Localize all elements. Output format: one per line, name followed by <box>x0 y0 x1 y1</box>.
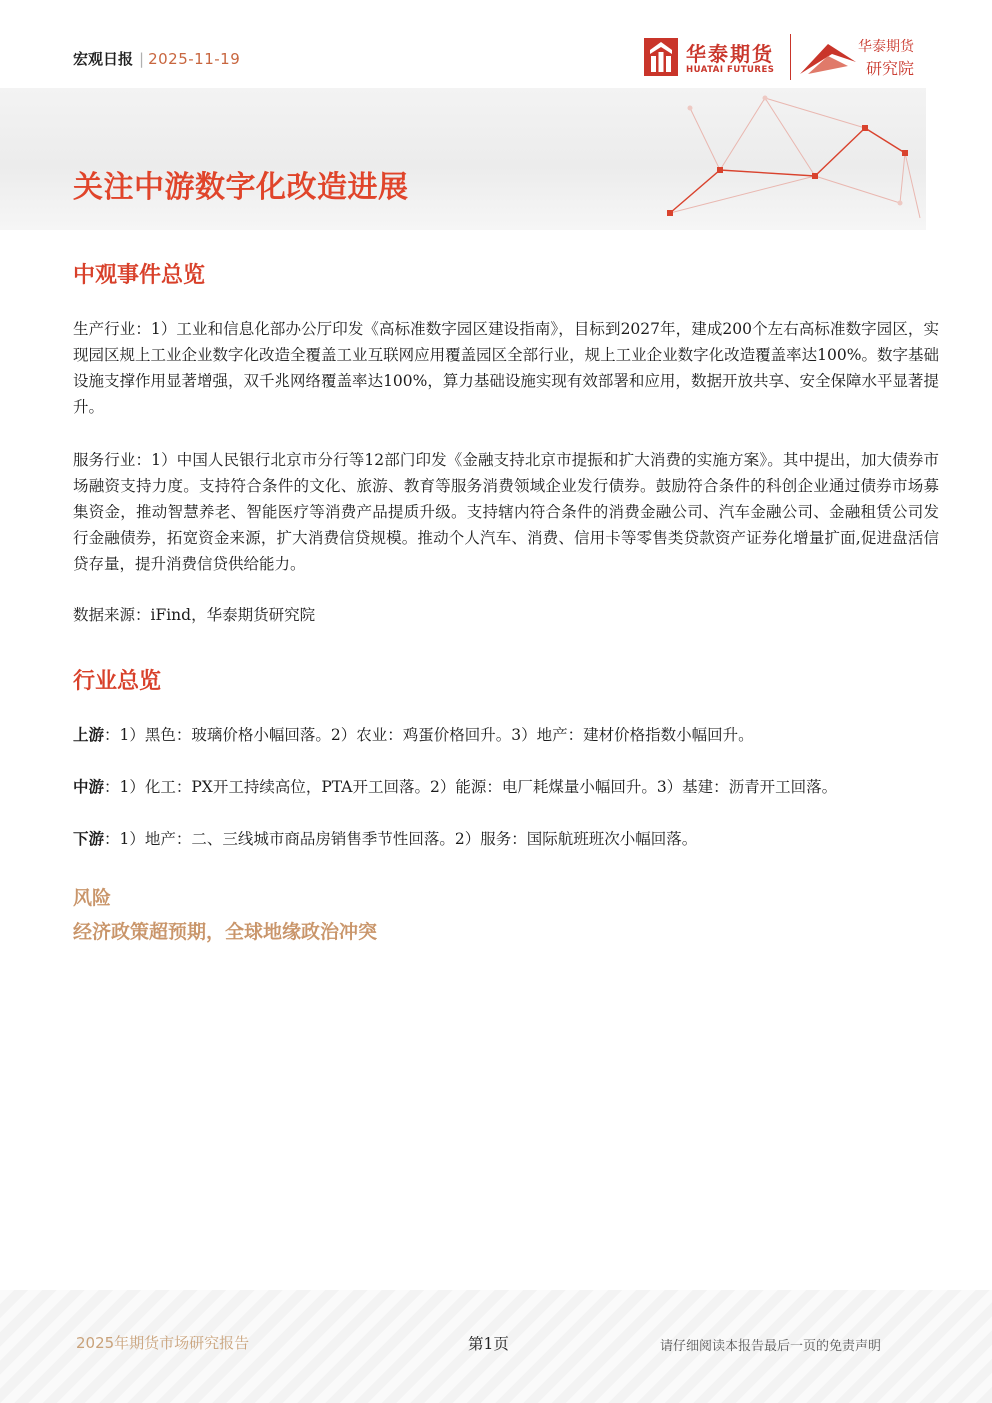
research-logo-icon <box>798 40 858 76</box>
industry-text: ：1）化工：PX开工持续高位，PTA开工回落。2）能源：电厂耗煤量小幅回升。3）基建：沥青开工回落。 <box>104 778 838 796</box>
page-number: 第1页 <box>468 1335 509 1353</box>
industry-label: 上游 <box>73 726 105 744</box>
logo-divider <box>790 34 791 80</box>
logo-en-text: HUATAI FUTURES <box>686 65 775 75</box>
report-type: 宏观日报 <box>73 50 134 68</box>
footer-report-name: 2025年期货市场研究报告 <box>76 1334 250 1352</box>
research-logo-line2: 研究院 <box>866 59 915 78</box>
report-meta <box>73 48 240 69</box>
industry-text: ：1）黑色：玻璃价格小幅回落。2）农业：鸡蛋价格回升。3）地产：建材价格指数小幅回升。 <box>104 726 754 744</box>
industry-item-midstream <box>73 775 837 797</box>
research-logo-line1: 华泰期货 <box>858 39 914 55</box>
risk-text: 经济政策超预期，全球地缘政治冲突 <box>73 921 378 943</box>
industry-item-downstream <box>73 827 697 849</box>
paragraph-services: 服务行业：1）中国人民银行北京市分行等12部门印发《金融支持北京市提振和扩大消费的实施方案》。其中提出，加大债券市场融资支持力度。支持符合条件的文化、旅游、教育等服务消费领域企业发行债券。鼓励符合条件的科创企业通过债券市场募集资金，推动智慧养老、智能医疗等消费产品提质升级。支持辖内符合条件的消费金融公司、汽车金融公司、金融租赁公司发行金融债券，拓宽资金来源，扩大消费信贷规模。推动个人汽车、消费、信用卡等零售类贷款资产证券化增量扩面,促进盘活信贷存量，提升消费信贷供给能力。 <box>73 451 939 573</box>
industry-item-upstream <box>73 723 754 745</box>
industry-text: ：1）地产：二、三线城市商品房销售季节性回落。2）服务：国际航班班次小幅回落。 <box>104 830 698 848</box>
page-title: 关注中游数字化改造进展 <box>73 170 409 205</box>
research-institute-logo <box>798 36 928 80</box>
huatai-futures-logo <box>644 38 784 78</box>
data-source: 数据来源：iFind，华泰期货研究院 <box>73 606 316 624</box>
network-graphic <box>600 88 926 230</box>
industry-label: 中游 <box>73 778 105 796</box>
section-heading-industry: 行业总览 <box>73 669 162 694</box>
section-heading-meso-events: 中观事件总览 <box>73 263 206 288</box>
footer-disclaimer: 请仔细阅读本报告最后一页的免责声明 <box>660 1339 882 1354</box>
risk-heading: 风险 <box>73 887 112 909</box>
meta-separator: | <box>139 50 145 68</box>
industry-label: 下游 <box>73 830 105 848</box>
report-date: 2025-11-19 <box>148 50 241 68</box>
huatai-logo-icon <box>644 38 678 76</box>
paragraph-production: 生产行业：1）工业和信息化部办公厅印发《高标准数字园区建设指南》，目标到2027年，建成200个左右高标准数字园区，实现园区规上工业企业数字化改造全覆盖工业互联网应用覆盖园区全部行业，规上工业企业数字化改造覆盖率达100%。数字基础设施支撑作用显著增强，双千兆网络覆盖率达100%，算力基础设施实现有效部署和应用，数据开放共享、安全保障水平显著提升。 <box>73 320 939 416</box>
logo-cn-text: 华泰期货 <box>686 42 774 66</box>
